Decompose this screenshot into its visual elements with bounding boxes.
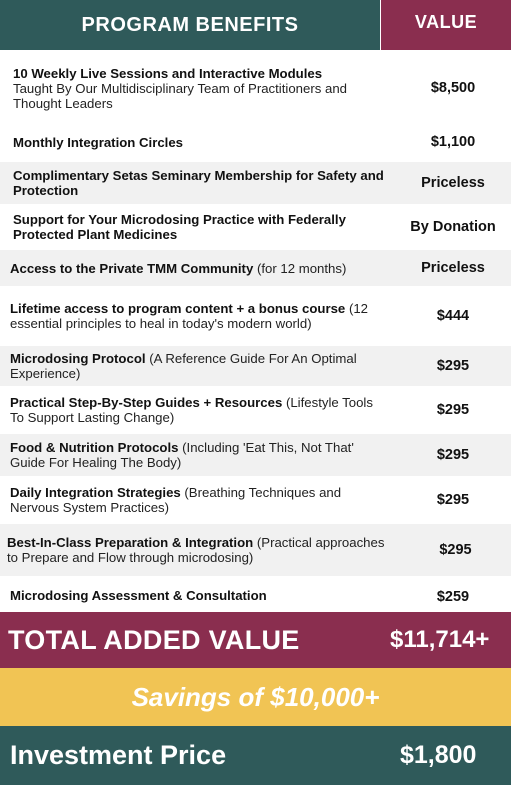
investment-value: $1,800	[400, 741, 477, 769]
benefit-row	[0, 346, 511, 386]
total-value: $11,714+	[390, 626, 490, 653]
benefit-row	[0, 124, 511, 160]
benefit-row	[0, 388, 511, 432]
benefit-description	[0, 588, 395, 603]
benefit-title: Access to the Private TMM Community	[10, 260, 254, 276]
benefit-value: $295	[436, 492, 470, 508]
benefit-value: Priceless	[421, 260, 485, 276]
benefit-description	[0, 395, 395, 425]
benefit-row	[0, 524, 511, 576]
benefit-value: $259	[436, 589, 470, 605]
benefit-description	[0, 351, 395, 381]
benefit-detail: (Including 'Eat This, Not That' Guide For Healing The Body)	[10, 440, 354, 470]
benefit-title: Monthly Integration Circles	[13, 134, 183, 150]
savings-text: Savings of $10,000+	[131, 681, 380, 712]
benefit-row	[0, 52, 511, 124]
benefit-description	[0, 168, 395, 198]
benefit-title: Microdosing Assessment & Consultation	[10, 587, 267, 603]
benefit-title: Food & Nutrition Protocols	[10, 440, 179, 455]
benefit-row	[0, 434, 511, 476]
value-heading: VALUE	[381, 0, 511, 50]
benefit-value: $295	[436, 402, 470, 418]
benefit-description	[0, 212, 395, 242]
benefit-row	[0, 250, 511, 286]
benefit-row	[0, 288, 511, 344]
investment-price-banner	[0, 726, 511, 785]
benefit-value: $444	[436, 308, 470, 324]
table-header	[0, 0, 511, 50]
benefit-title: Daily Integration Strategies	[10, 485, 181, 500]
benefit-title: Practical Step-By-Step Guides + Resources	[10, 395, 283, 410]
benefit-value: By Donation	[410, 219, 496, 235]
benefit-detail: (A Reference Guide For An Optimal Experience)	[10, 351, 357, 381]
benefit-value: $1,100	[430, 134, 476, 150]
total-added-value-banner	[0, 612, 511, 668]
benefit-row	[0, 578, 511, 612]
benefit-value: $8,500	[430, 80, 476, 96]
benefit-description	[0, 135, 395, 150]
benefit-description	[0, 485, 395, 515]
benefit-detail: (Lifestyle Tools To Support Lasting Change)	[10, 395, 373, 425]
benefit-detail: (Practical approaches to Prepare and Flow through microdosing)	[7, 535, 385, 565]
benefit-detail: (for 12 months)	[253, 260, 347, 276]
benefit-value: $295	[436, 447, 470, 463]
benefit-value: Priceless	[421, 175, 485, 191]
benefit-description	[0, 261, 395, 276]
benefit-detail: Taught By Our Multidisciplinary Team of Practitioners and Thought Leaders	[13, 80, 347, 111]
benefit-description	[0, 535, 400, 565]
benefit-description	[0, 440, 395, 470]
benefit-title: Best-In-Class Preparation & Integration	[7, 535, 254, 550]
benefit-row	[0, 204, 511, 250]
benefit-row	[0, 162, 511, 204]
benefit-title: Complimentary Setas Seminary Membership for Safety and Protection	[13, 168, 384, 198]
benefit-title: 10 Weekly Live Sessions and Interactive Modules	[13, 65, 323, 81]
benefit-description	[0, 301, 395, 331]
benefit-title: Support for Your Microdosing Practice with Federally Protected Plant Medicines	[13, 212, 346, 242]
benefit-description	[0, 66, 395, 111]
program-benefits-heading: PROGRAM BENEFITS	[0, 0, 380, 50]
total-label: TOTAL ADDED VALUE	[8, 624, 300, 655]
benefit-detail: (Breathing Techniques and Nervous System Practices)	[10, 485, 342, 515]
benefit-detail: (12 essential principles to heal in today's modern world)	[10, 301, 369, 331]
investment-label: Investment Price	[10, 740, 227, 770]
benefit-title: Microdosing Protocol	[10, 351, 146, 366]
benefit-title: Lifetime access to program content + a bonus course	[10, 301, 346, 316]
benefit-value: $295	[439, 542, 472, 558]
savings-banner	[0, 668, 511, 726]
benefit-value: $295	[436, 358, 470, 374]
benefit-row	[0, 478, 511, 522]
